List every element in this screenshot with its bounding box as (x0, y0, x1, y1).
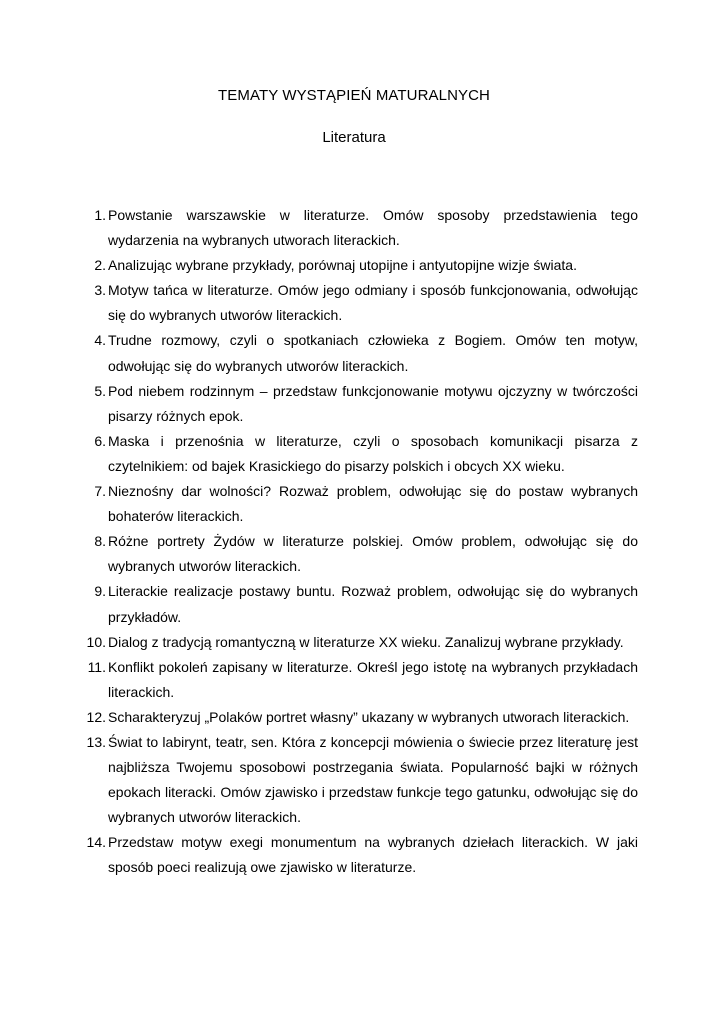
list-item-number: 14. (86, 834, 106, 851)
list-item-text: Scharakteryzuj „Polaków portret własny” ukazany w wybranych utworach literackich. (108, 708, 630, 725)
list-item-text: Nieznośny dar wolności? Rozważ problem, odwołując się do postaw wybranych bohaterów literackich. (108, 483, 638, 525)
list-item (80, 830, 638, 880)
list-item-number: 10. (86, 633, 106, 650)
list-item (80, 328, 638, 378)
list-item-number: 5. (94, 382, 106, 399)
list-item-text: Przedstaw motyw exegi monumentum na wybranych dziełach literackich. W jaki sposób poeci realizują owe zjawisko w literaturze. (108, 834, 638, 876)
list-item-number: 8. (94, 533, 106, 550)
list-item-text: Konflikt pokoleń zapisany w literaturze. Określ jego istotę na wybranych przykładach literackich. (108, 658, 638, 700)
list-item-number: 9. (94, 583, 106, 600)
topic-list (80, 203, 638, 881)
list-item-text: Maska i przenośnia w literaturze, czyli o sposobach komunikacji pisarza z czytelnikiem: od bajek Krasickiego do pisarzy polskich i obcych XX wieku. (108, 432, 638, 474)
list-item-text: Powstanie warszawskie w literaturze. Omów sposoby przedstawienia tego wydarzenia na wybranych utworach literackich. (108, 207, 638, 249)
list-item (80, 655, 638, 705)
list-item-number: 4. (94, 332, 106, 349)
list-item (80, 379, 638, 429)
list-item (80, 203, 638, 253)
list-item (80, 278, 638, 328)
list-item-text: Trudne rozmowy, czyli o spotkaniach człowieka z Bogiem. Omów ten motyw, odwołując się do wybranych utworów literackich. (108, 332, 638, 374)
list-item-number: 13. (86, 733, 106, 750)
list-item-number: 12. (86, 708, 106, 725)
list-item-text: Motyw tańca w literaturze. Omów jego odmiany i sposób funkcjonowania, odwołując się do wybranych utworów literackich. (108, 282, 638, 324)
list-item (80, 529, 638, 579)
list-item-number: 2. (94, 257, 106, 274)
list-item-number: 11. (87, 658, 106, 675)
list-item (80, 429, 638, 479)
list-item (80, 705, 638, 730)
list-item-number: 6. (94, 432, 106, 449)
page-title: TEMATY WYSTĄPIEŃ MATURALNYCH (218, 87, 490, 104)
list-item (80, 479, 638, 529)
list-item-number: 3. (94, 282, 106, 299)
list-item (80, 630, 638, 655)
list-item-number: 1. (94, 207, 106, 223)
list-item-text: Różne portrety Żydów w literaturze polskiej. Omów problem, odwołując się do wybranych utworów literackich. (108, 533, 638, 575)
list-item (80, 253, 638, 278)
list-item (80, 730, 638, 830)
page-subtitle: Literatura (322, 129, 386, 146)
list-item-number: 7. (94, 483, 106, 500)
list-item-text: Analizując wybrane przykłady, porównaj utopijne i antyutopijne wizje świata. (108, 257, 577, 274)
list-item-text: Literackie realizacje postawy buntu. Rozważ problem, odwołując się do wybranych przykładów. (108, 583, 638, 625)
list-item (80, 579, 638, 629)
list-item-text: Dialog z tradycją romantyczną w literaturze XX wieku. Zanalizuj wybrane przykłady. (108, 633, 624, 650)
list-item-text: Świat to labirynt, teatr, sen. Która z koncepcji mówienia o świecie przez literaturę jest najbliższa Twojemu sposobowi postrzegania świata. Popularność bajki w różnych epokach literacki. Omów zjawisko i przedstaw funkcje tego gatunku, odwołując się do wybranych utworów literackich. (108, 733, 638, 826)
list-item-text: Pod niebem rodzinnym – przedstaw funkcjonowanie motywu ojczyzny w twórczości pisarzy różnych epok. (108, 382, 638, 424)
